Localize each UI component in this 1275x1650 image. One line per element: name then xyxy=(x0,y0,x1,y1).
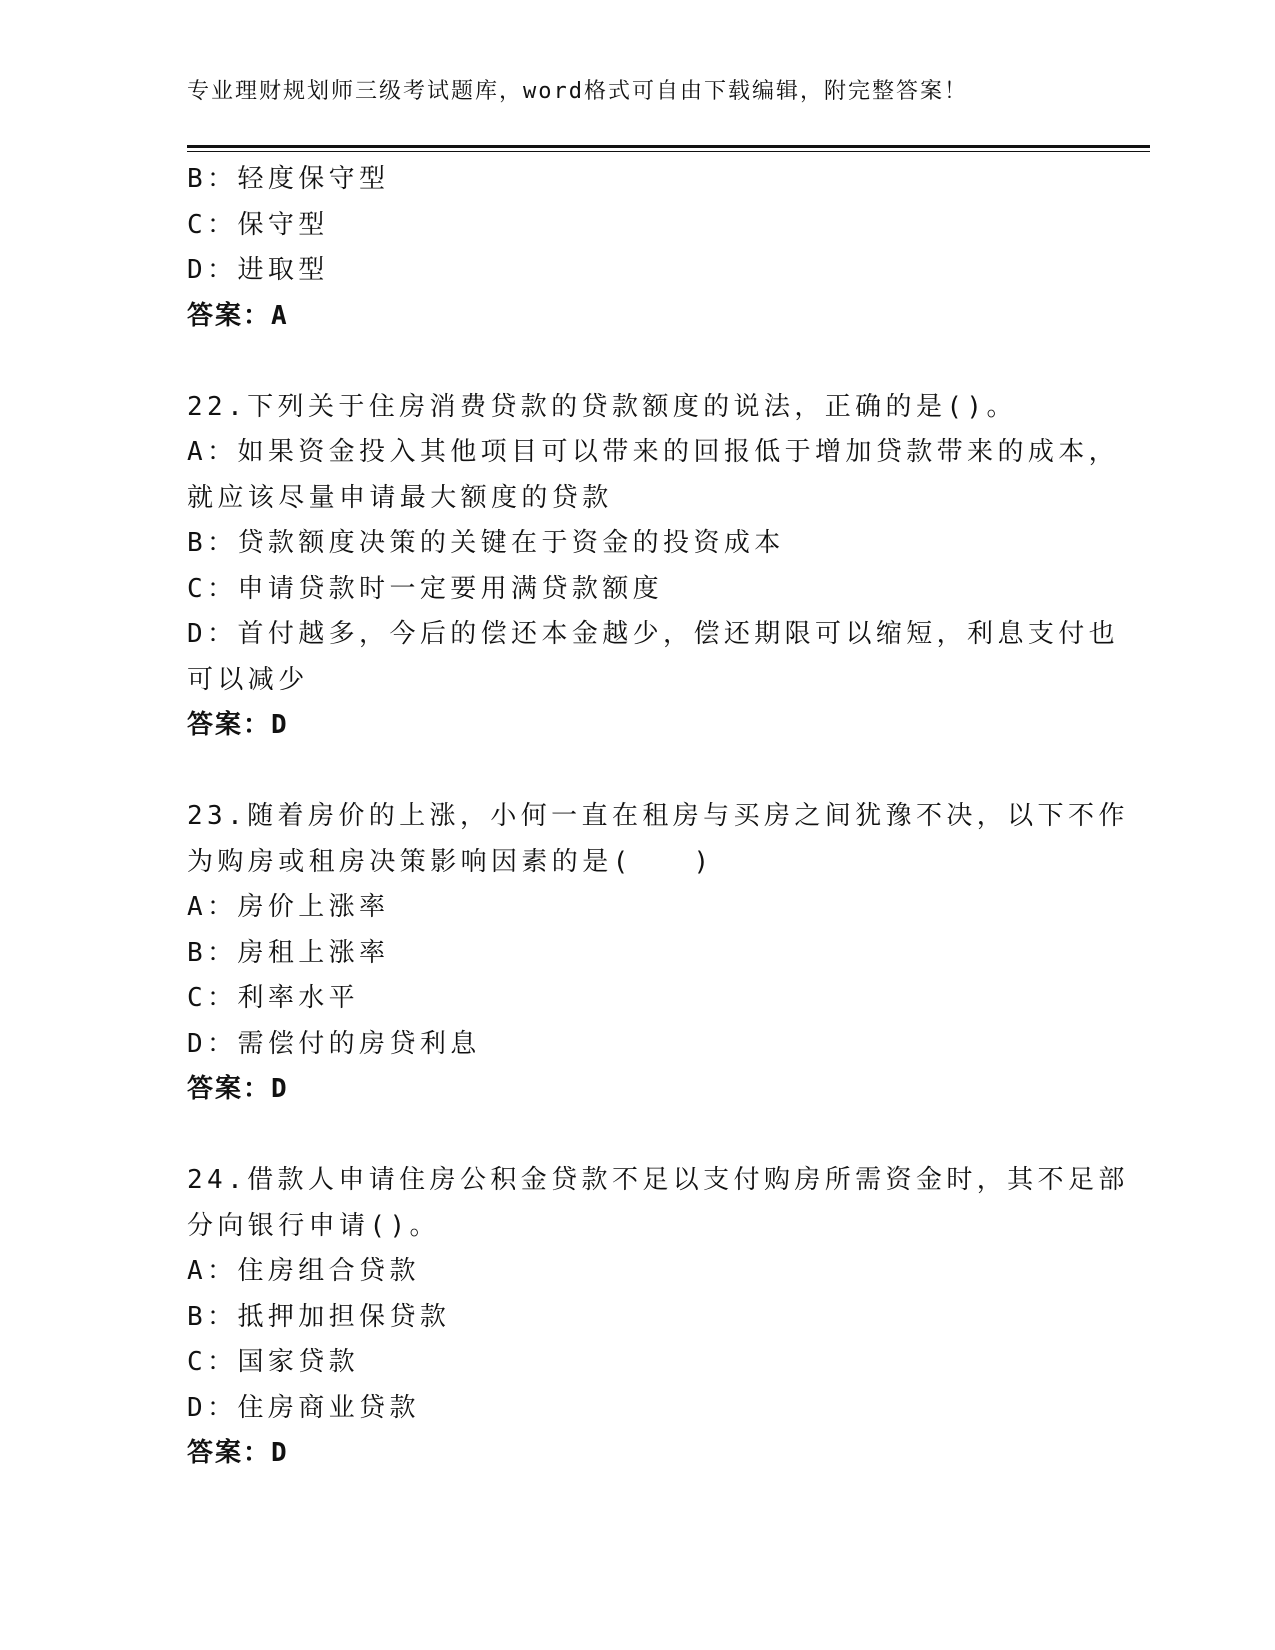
question-block-23 xyxy=(187,794,1129,1113)
option-line: C：申请贷款时一定要用满贷款额度 xyxy=(187,573,664,604)
question-block-21 xyxy=(187,157,1087,339)
option-line: C：国家贷款 xyxy=(187,1347,360,1377)
option-line: D：首付越多，今后的偿还本金越少，偿还期限可以缩短，利息支付也 xyxy=(187,619,1120,649)
option-line: C：利率水平 xyxy=(187,983,360,1013)
question-text: 24.借款人申请住房公积金贷款不足以支付购房所需资金时，其不足部 xyxy=(187,1165,1129,1195)
answer-line: 答案：A xyxy=(187,300,289,331)
question-text: 分向银行申请()。 xyxy=(187,1210,440,1241)
option-line: 就应该尽量申请最大额度的贷款 xyxy=(187,482,613,513)
option-line: A：如果资金投入其他项目可以带来的回报低于增加贷款带来的成本， xyxy=(187,437,1120,467)
option-line: A：房价上涨率 xyxy=(187,892,390,922)
spacer xyxy=(187,339,1087,385)
option-line: A：住房组合贷款 xyxy=(187,1256,420,1286)
header-rule-thick xyxy=(187,145,1150,148)
answer-line: 答案：D xyxy=(187,710,289,740)
question-list xyxy=(187,157,1129,1477)
spacer xyxy=(187,749,1087,795)
option-line: D：住房商业贷款 xyxy=(187,1392,420,1423)
page-header: 专业理财规划师三级考试题库，word格式可自由下载编辑，附完整答案！ xyxy=(187,79,968,104)
option-line: B：抵押加担保贷款 xyxy=(187,1301,451,1332)
question-block-22 xyxy=(187,385,1120,749)
header-rule-thin xyxy=(187,151,1150,152)
option-line: D：需偿付的房贷利息 xyxy=(187,1028,481,1059)
answer-line: 答案：D xyxy=(187,1438,289,1468)
spacer xyxy=(187,1113,1087,1159)
question-text: 23.随着房价的上涨，小何一直在租房与买房之间犹豫不决，以下不作 xyxy=(187,801,1129,831)
question-block-24 xyxy=(187,1158,1129,1477)
option-line: D：进取型 xyxy=(187,255,329,285)
question-text: 22.下列关于住房消费贷款的贷款额度的说法，正确的是()。 xyxy=(187,391,1017,422)
answer-line: 答案：D xyxy=(187,1074,289,1104)
option-line: B：贷款额度决策的关键在于资金的投资成本 xyxy=(187,528,785,558)
option-line: 可以减少 xyxy=(187,664,309,695)
question-text: 为购房或租房决策影响因素的是( ) xyxy=(187,846,714,877)
option-line: C：保守型 xyxy=(187,209,329,240)
option-line: B：房租上涨率 xyxy=(187,937,390,968)
option-line: B：轻度保守型 xyxy=(187,164,390,194)
